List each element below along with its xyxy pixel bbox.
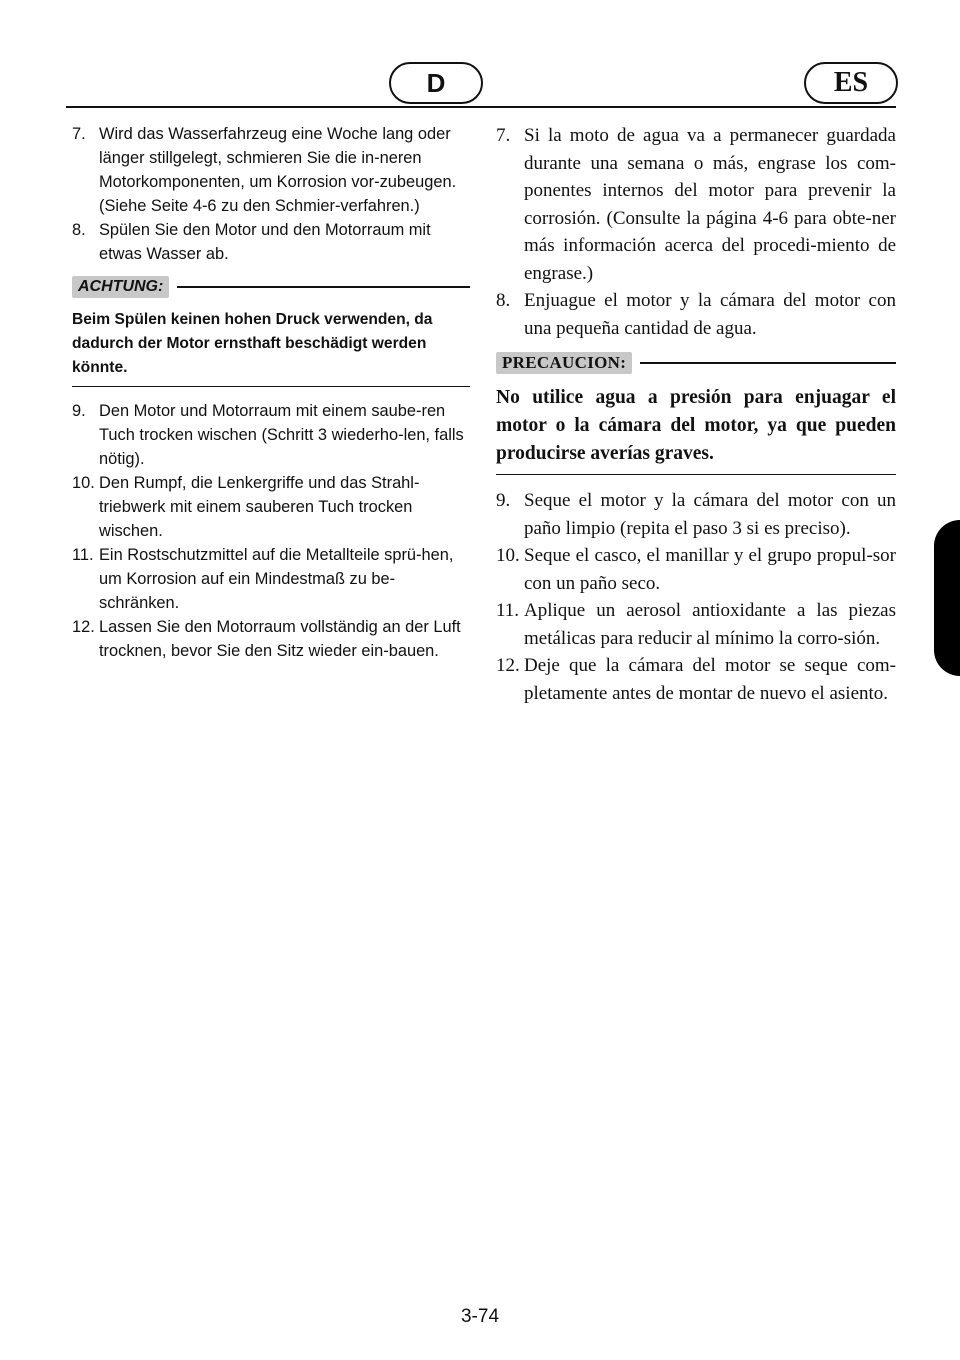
header-rule: [66, 106, 896, 108]
de-caution-header: [72, 276, 470, 298]
list-item: 12. Lassen Sie den Motorraum vollständig an der Luft trocknen, bevor Sie den Sitz wieder ein-bauen.: [72, 618, 461, 660]
es-list-a: [496, 122, 896, 342]
list-item: 9. Seque el motor y la cámara del motor con un paño limpio (repita el paso 3 si es preciso).: [496, 490, 896, 539]
list-item: 9. Den Motor und Motorraum mit einem saube-ren Tuch trocken wischen (Schritt 3 wiederho-len, falls nötig).: [72, 402, 464, 468]
es-caution-header: [496, 352, 896, 374]
es-caution-text: No utilice agua a presión para enjuagar el motor o la cámara del motor, ya que pueden producirse averías graves.: [496, 384, 896, 475]
de-list-a: [72, 122, 470, 266]
list-item: 12. Deje que la cámara del motor se seque com-pletamente antes de montar de nuevo el asiento.: [496, 655, 896, 704]
page-number: 3-74: [460, 1306, 500, 1327]
list-item: 7. Si la moto de agua va a permanecer guardada durante una semana o más, engrase los com-ponentes internos del motor para prevenir la corrosión. (Consulte la página 4-6 para obte-ner más información acerca del procedi-miento de engrase.): [496, 125, 896, 284]
de-caution-rule: [177, 286, 470, 288]
es-list-b: [496, 487, 896, 707]
spanish-column: [496, 122, 896, 707]
es-caution-label: PRECAUCION:: [496, 352, 632, 374]
language-badge-de: D: [389, 62, 483, 104]
list-item: 7. Wird das Wasserfahrzeug eine Woche lang oder länger stillgelegt, schmieren Sie die in-neren Motorkomponenten, um Korrosion vor-zubeugen. (Siehe Seite 4-6 zu den Schmier-verfahren.): [72, 125, 457, 215]
list-item: 10. Seque el casco, el manillar y el grupo propul-sor con un paño seco.: [496, 545, 896, 594]
language-badge-es: ES: [804, 62, 898, 104]
chapter-side-tab: [934, 520, 960, 676]
de-list-b: [72, 399, 470, 663]
list-item: 8. Spülen Sie den Motor und den Motorraum mit etwas Wasser ab.: [72, 221, 431, 263]
de-caution-text: Beim Spülen keinen hohen Druck verwenden, da dadurch der Motor ernsthaft beschädigt werden könnte.: [72, 308, 470, 387]
list-item: 8. Enjuague el motor y la cámara del motor con una pequeña cantidad de agua.: [496, 290, 896, 339]
list-item: 11. Ein Rostschutzmittel auf die Metallteile sprü-hen, um Korrosion auf ein Mindestmaß zu be-schränken.: [72, 546, 454, 612]
de-caution-label: ACHTUNG:: [72, 276, 169, 298]
german-column: [72, 122, 470, 663]
list-item: 10. Den Rumpf, die Lenkergriffe und das Strahl-triebwerk mit einem sauberen Tuch trocken wischen.: [72, 474, 420, 540]
list-item: 11. Aplique un aerosol antioxidante a las piezas metálicas para reducir al mínimo la corro-sión.: [496, 600, 896, 649]
es-caution-rule: [640, 362, 896, 364]
